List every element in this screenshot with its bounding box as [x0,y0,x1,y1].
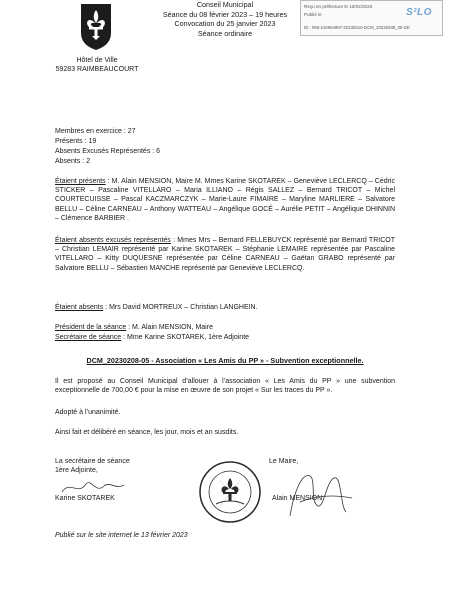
stamp-published: Publié le [304,12,322,17]
prefecture-stamp [300,0,443,36]
town-hall-line: Hôtel de Ville [76,57,118,64]
mayor-name: Alain MENSION [272,494,323,502]
excuses-label: Étaient absents excusés représentés [55,237,171,244]
town-hall-address [52,56,142,74]
count-excuses: Absents Excusés Représentés : 6 [55,148,161,155]
president-text: : M. Alain MENSION, Maire [126,324,213,331]
deliberation-body: Il est proposé au Conseil Municipal d’allouer à l’association « Les Amis du PP » une subvention exceptionnelle de 700,00 € pour la mise en œuvre de son projet « Sur les traces du PP ». [55,378,395,395]
presents-paragraph [55,177,395,223]
president-line [55,323,213,332]
president-label: Président de la séance [55,324,127,331]
secretaire-label: Secrétaire de séance [55,334,122,341]
excuses-text: : Mmes Mrs – Bernard FELLEBUYCK représenté par Bernard TRICOT – Christian LEMAIR représenté par Karine SKOTAREK – Stéphanie LEMAIRE représentée par Pascaline VITELLARO – Kitty DUQUESNE représentée par Céline CARNEAU – Gaëtan GRABO représenté par Salvatore BELLU – Sébastien MANCHE représenté par Geneviève LECLERCQ. [55,237,395,272]
mairie-seal-icon [198,460,262,524]
stamp-id: ID : 059-215904897-20230210-DCM_20230208_05-DE [304,25,410,30]
town-crest-icon [80,3,112,51]
town-hall-city: 59283 RAIMBEAUCOURT [55,66,139,73]
stamp-received: Reçu en préfecture le 10/02/2023 [304,4,373,9]
absents-line [55,303,258,312]
count-presents: Présents : 19 [55,138,97,145]
mayor-title: Le Maire, [269,458,299,465]
secretaire-line [55,333,249,342]
excuses-paragraph [55,236,395,273]
publication-note: Publié sur le site internet le 13 février 2023 [55,532,188,539]
secretary-title: La secrétaire de séance [55,458,130,465]
secretary-role: 1ère Adjointe, [55,467,98,475]
presents-label: Étaient présents [55,178,106,185]
header-line-4: Séance ordinaire [197,28,253,38]
absents-label: Étaient absents [55,304,104,311]
count-absents: Absents : 2 [55,158,91,165]
header-line-1: Conseil Municipal [196,0,254,9]
secretary-signature-icon [58,476,128,498]
mayor-signature-icon [280,462,360,520]
session-header [150,0,300,38]
header-line-2: Séance du 08 février 2023 – 19 heures [162,9,288,19]
absents-text: : Mrs David MORTREUX – Christian LANGHEIN. [103,304,258,311]
s2lo-logo: S²LO [406,7,432,18]
adopted-line: Adopté à l’unanimité. [55,409,121,416]
count-en-exercice: Membres en exercice : 27 [55,128,136,135]
deliberation-title: DCM_20230208-05 - Association « Les Amis du PP » - Subvention exceptionnelle. [86,356,364,365]
secretary-name: Karine SKOTAREK [55,494,115,502]
header-line-3: Convocation du 25 janvier 2023 [174,19,276,28]
closing-line: Ainsi fait et délibéré en séance, les jour, mois et an susdits. [55,429,239,436]
secretaire-text: : Mme Karine SKOTAREK, 1ère Adjointe [121,334,250,341]
presents-text: : M. Alain MENSION, Maire M. Mmes Karine SKOTAREK – Geneviève LECLERCQ – Cédric STICKER – Pascaline VITELLARO – Maria ILLIANO – Régis SALLEZ – Bernard TRICOT – Michel COURTECUISSE – Pascal KACZMARCZYK – Marie-Laure FIMAIRE – Maryline MARLIERE – Salvatore BELLU – Céline CARNEAU – Anthony WATTEAU – Angélique GOCÉ – Aurélie PETIT – Angélique DHINNIN – Clémence BARBIER . [55,178,395,222]
